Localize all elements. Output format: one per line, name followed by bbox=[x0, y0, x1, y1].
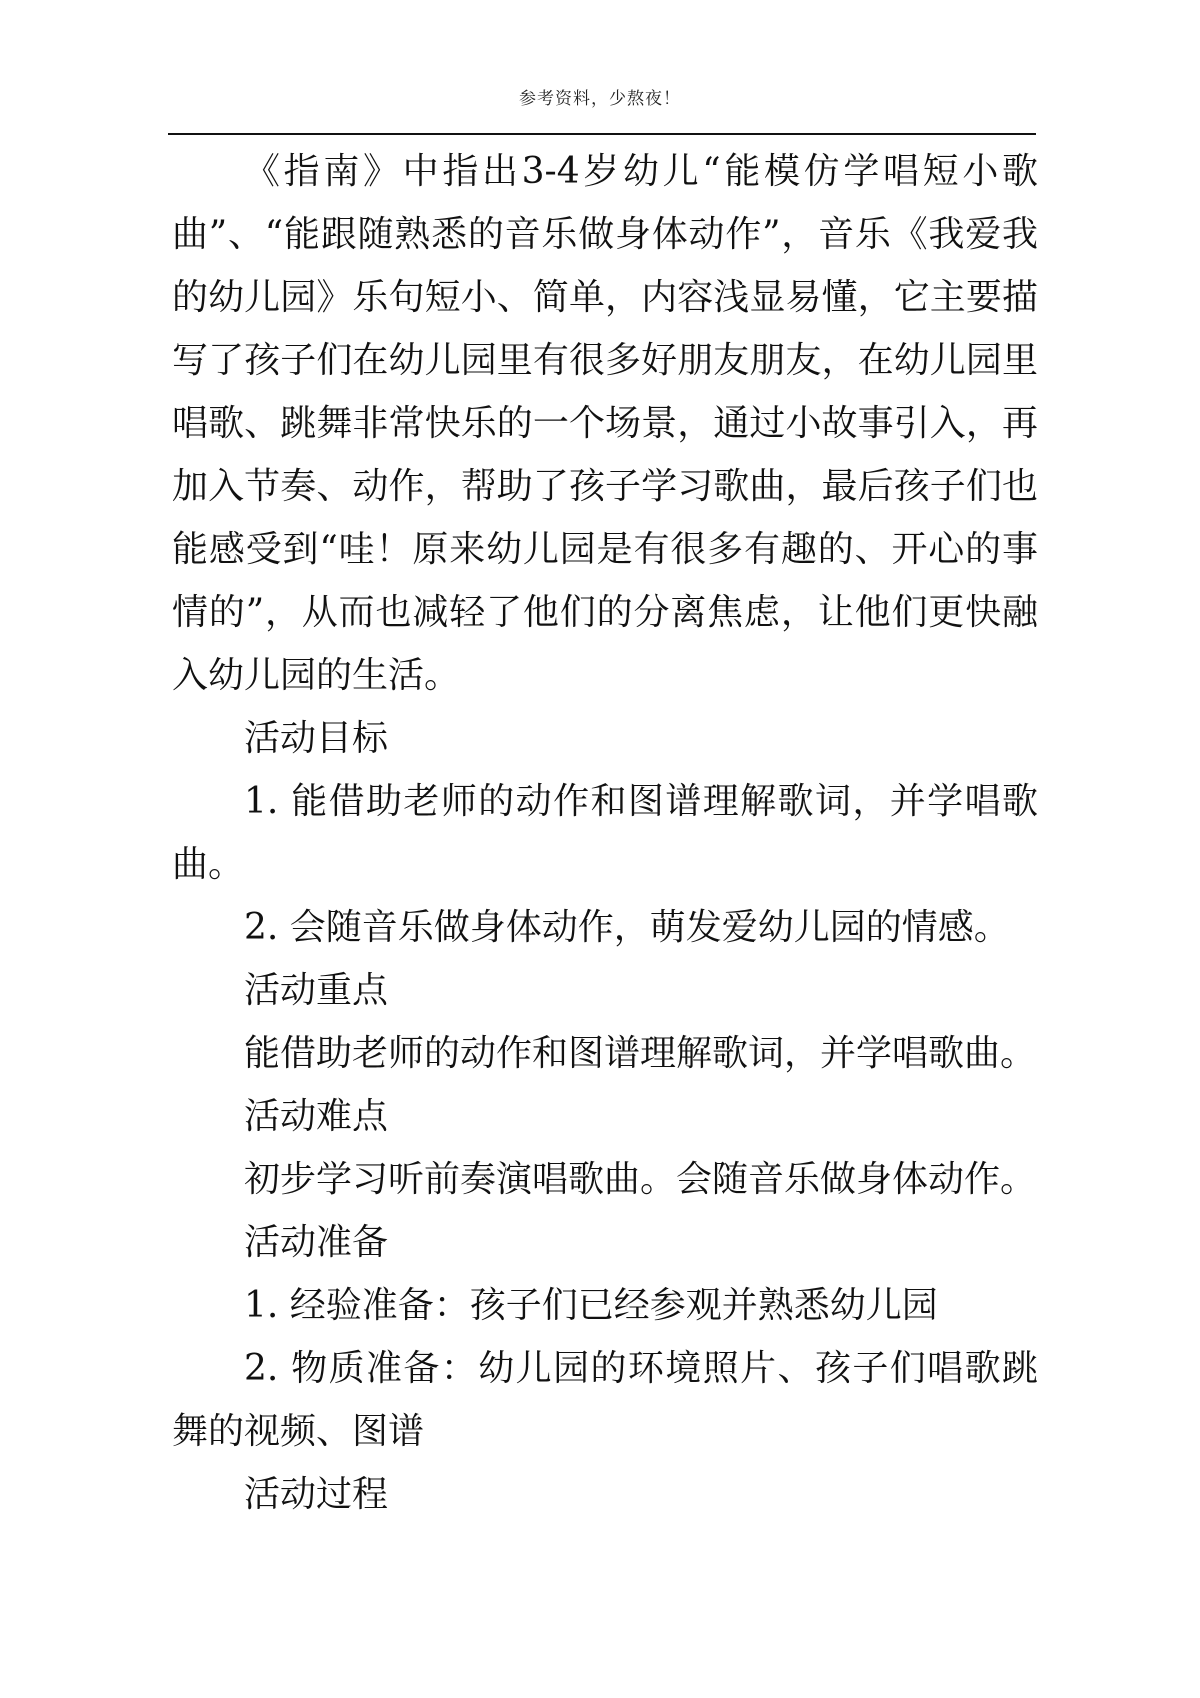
goal-item-2: 2. 会随音乐做身体动作，萌发爱幼儿园的情感。 bbox=[244, 907, 1010, 948]
difficulty-heading: 活动难点 bbox=[244, 1096, 389, 1137]
goals-heading: 活动目标 bbox=[244, 718, 389, 759]
process-heading: 活动过程 bbox=[244, 1474, 389, 1515]
key-point-text: 能借助老师的动作和图谱理解歌词，并学唱歌曲。 bbox=[244, 1033, 1037, 1074]
key-point-heading: 活动重点 bbox=[244, 970, 389, 1011]
page-header: 参考资料，少熬夜！ bbox=[519, 89, 681, 109]
preparation-item-2: 2. 物质准备：幼儿园的环境照片、孩子们唱歌跳舞的视频、图谱 bbox=[172, 1348, 1038, 1452]
document-body bbox=[172, 140, 1038, 1526]
intro-paragraph: 《指南》中指出3-4岁幼儿“能模仿学唱短小歌曲”、“能跟随熟悉的音乐做身体动作”，音乐《我爱我的幼儿园》乐句短小、简单，内容浅显易懂，它主要描写了孩子们在幼儿园里有很多好朋友朋友，在幼儿园里唱歌、跳舞非常快乐的一个场景，通过小故事引入，再加入节奏、动作，帮助了孩子学习歌曲，最后孩子们也能感受到“哇！原来幼儿园是有很多有趣的、开心的事情的”，从而也减轻了他们的分离焦虑，让他们更快融入幼儿园的生活。 bbox=[172, 151, 1038, 696]
preparation-item-1: 1. 经验准备：孩子们已经参观并熟悉幼儿园 bbox=[244, 1285, 938, 1326]
preparation-heading: 活动准备 bbox=[244, 1222, 389, 1263]
header-divider bbox=[168, 133, 1036, 135]
goal-item-1: 1. 能借助老师的动作和图谱理解歌词，并学唱歌曲。 bbox=[172, 781, 1038, 885]
difficulty-text: 初步学习听前奏演唱歌曲。会随音乐做身体动作。 bbox=[244, 1159, 1037, 1200]
